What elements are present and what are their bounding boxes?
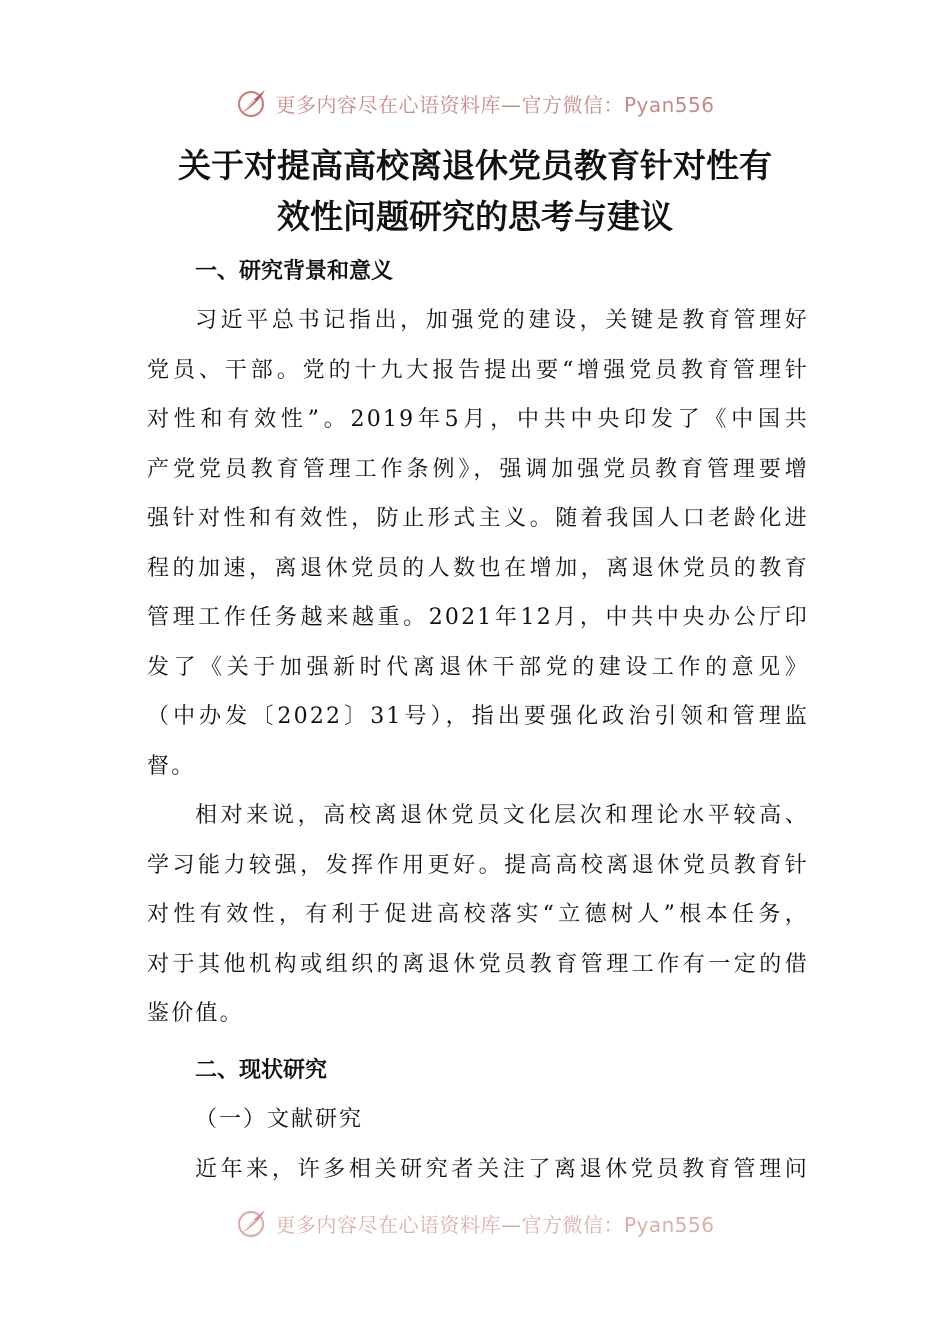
document-title [140, 140, 810, 242]
watermark-text: 更多内容尽在心语资料库—官方微信：Pyan556 [275, 92, 715, 117]
text-line: 强针对性和有效性，防止形式主义。随着我国人口老龄化进 [147, 506, 809, 531]
text-line: 习近平总书记指出，加强党的建设，关键是教育管理好 [195, 308, 809, 333]
text-line: 近年来，许多相关研究者关注了离退休党员教育管理问 [195, 1156, 809, 1182]
title-line: 关于对提高高校离退休党员教育针对性有 [178, 146, 772, 185]
text-line: （中办发〔2022〕31号），指出要强化政治引领和管理监 [147, 704, 809, 729]
paragraph [147, 791, 809, 1039]
paragraph [147, 1145, 809, 1195]
document-body [147, 248, 809, 1194]
text-line: 党员、干部。党的十九大报告提出要“增强党员教育管理针 [147, 357, 809, 383]
subsection-heading: （一）文献研究 [195, 1106, 364, 1132]
section-heading: 一、研究背景和意义 [195, 259, 394, 284]
text-line: 鉴价值。 [147, 1001, 244, 1026]
text-line: 对于其他机构或组织的离退休党员教育管理工作有一定的借 [147, 951, 809, 977]
quill-logo-icon [235, 1206, 269, 1240]
text-line: 相对来说，高校离退休党员文化层次和理论水平较高、 [195, 803, 809, 828]
text-line: 学习能力较强，发挥作用更好。提高高校离退休党员教育针 [147, 852, 809, 878]
text-line: 督。 [147, 753, 196, 779]
quill-logo-icon [235, 86, 269, 120]
title-line: 效性问题研究的思考与建议 [277, 197, 673, 236]
footer-watermark [0, 1206, 950, 1240]
text-line: 管理工作任务越来越重。2021年12月，中共中央办公厅印 [147, 605, 809, 630]
text-line: 对性有效性，有利于促进高校落实“立德树人”根本任务， [147, 902, 809, 927]
paragraph [147, 296, 809, 791]
section-heading: 二、现状研究 [195, 1057, 328, 1083]
text-line: 对性和有效性”。2019年5月，中共中央印发了《中国共 [147, 407, 809, 432]
text-line: 产党党员教育管理工作条例》，强调加强党员教育管理要增 [147, 456, 809, 482]
header-watermark [0, 86, 950, 120]
watermark-text: 更多内容尽在心语资料库—官方微信：Pyan556 [275, 1212, 715, 1237]
text-line: 发了《关于加强新时代离退休干部党的建设工作的意见》 [147, 654, 809, 680]
text-line: 程的加速，离退休党员的人数也在增加，离退休党员的教育 [147, 555, 809, 581]
